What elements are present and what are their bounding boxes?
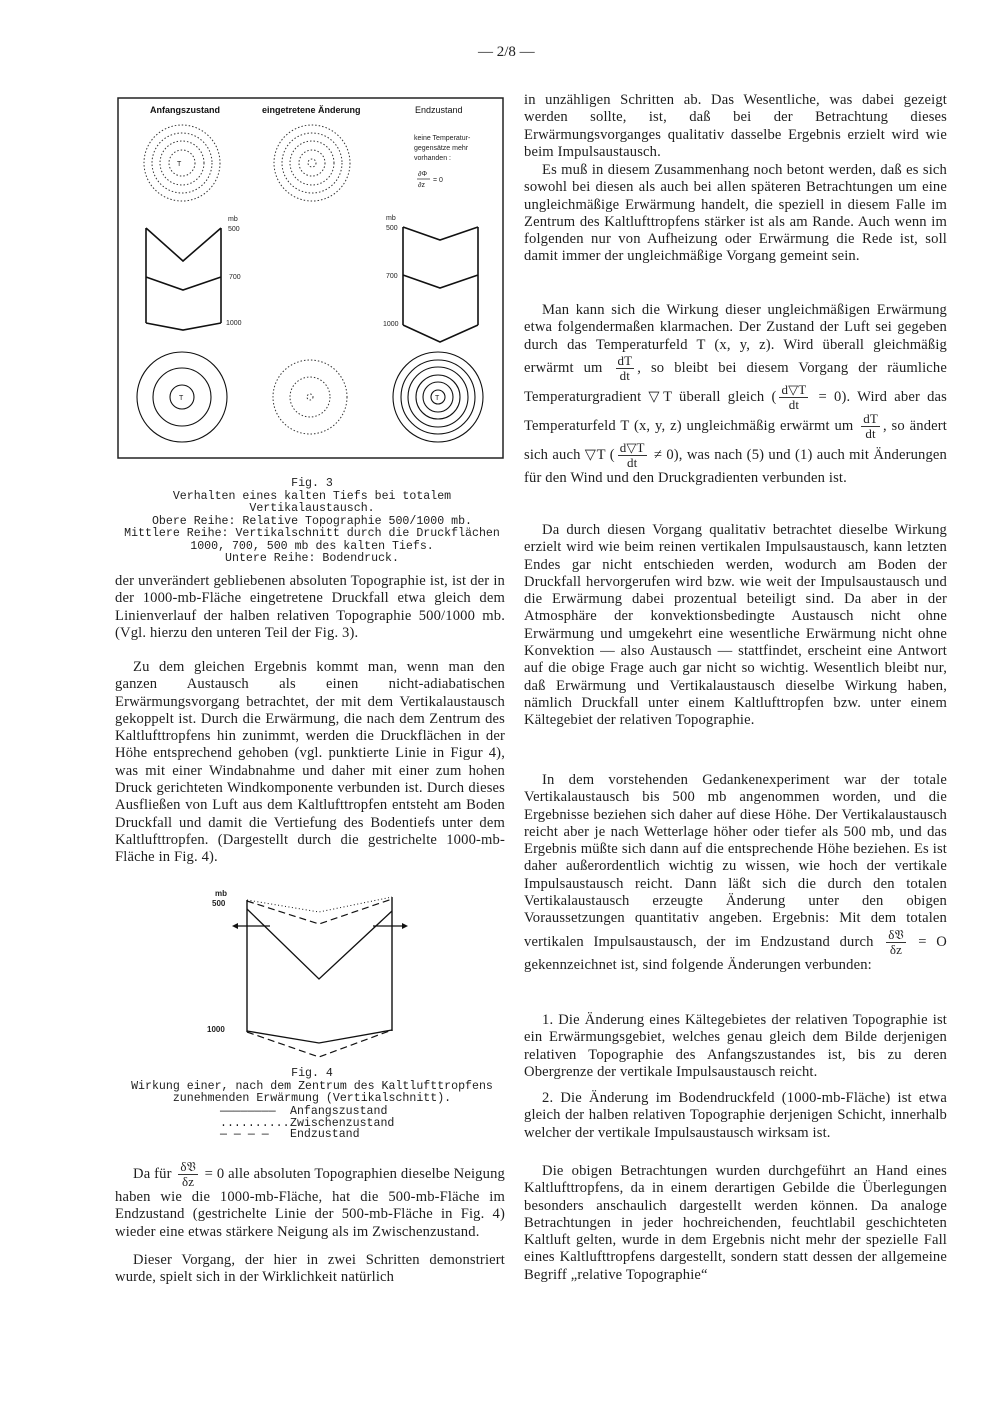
text-run: der unverändert gebliebenen absoluten Topographie ist, ist der in der 1000-mb-Fläche eingetretene Druckfall etwa gleich dem Linienverlauf der halben relativen Topographie 500/1000 mb. (Vgl. hierzu den unteren Teil der Fig. 3). bbox=[115, 573, 505, 641]
numerator: δ𝔙 bbox=[180, 1159, 196, 1174]
isoline-dotted bbox=[299, 150, 325, 176]
figure-3-frame bbox=[118, 98, 503, 458]
paragraph bbox=[524, 1163, 947, 1284]
numerator: d▽T bbox=[781, 381, 807, 397]
figure-4-caption bbox=[112, 1068, 512, 1106]
denominator: dt bbox=[619, 367, 631, 383]
text-run: 2. Die Änderung im Bodendruckfeld (1000-mb-Fläche) ist etwa gleich der halben relativen Topographie derjenigen Schicht, innerhalb welcher der vertikale Impulsaustausch wirksam ist. bbox=[524, 1090, 947, 1141]
caption-line: Untere Reihe: Bodendruck. bbox=[225, 552, 399, 565]
level-label: 500 bbox=[212, 899, 226, 908]
text-run: Dieser Vorgang, der hier in zwei Schritten demonstriert wurde, spielt sich in der Wirklichkeit natürlich bbox=[115, 1252, 505, 1286]
vertical-section-initial bbox=[146, 228, 221, 330]
fig3-note-line: vorhanden : bbox=[414, 155, 451, 162]
fig3-formula-den: ∂z bbox=[418, 182, 425, 189]
caption-line: Wirkung einer, nach dem Zentrum des Kaltlufttropfens bbox=[131, 1079, 493, 1093]
caption-line: Fig. 4 bbox=[291, 1067, 333, 1080]
isoline-dotted bbox=[274, 125, 350, 201]
low-symbol: T bbox=[179, 395, 184, 402]
formula-fraction bbox=[861, 412, 880, 441]
isoline-dotted bbox=[169, 150, 195, 176]
fig3-title-final: Endzustand bbox=[415, 105, 463, 115]
formula-fraction bbox=[616, 354, 635, 383]
fig3-formula-rhs: = 0 bbox=[433, 177, 443, 184]
text-run: , so bleibt bei diesem Vorgang der räumliche Temperaturgradient ▽T überall gleich ( bbox=[524, 359, 947, 405]
level-label: 1000 bbox=[226, 320, 242, 327]
level-label: 500 bbox=[228, 226, 240, 233]
caption-line: zunehmenden Erwärmung (Vertikalschnitt). bbox=[172, 1092, 452, 1105]
formula-fraction bbox=[618, 441, 647, 470]
isoline-dotted bbox=[308, 159, 316, 167]
legend-item bbox=[220, 1129, 394, 1141]
paragraph bbox=[524, 1090, 947, 1142]
formula-fraction bbox=[178, 1160, 197, 1189]
text-run: In dem vorstehenden Gedankenexperiment war der totale Vertikalaustausch bis 500 mb angenommen worden, und die Ergebnisse beziehen sich daher auf diese Höhe. Der Vertikalaustausch reicht aber je nach Wetterlage höher oder tiefer als 500 mb, und das Ergebnis müßte sich dann auf die entsprechende Höhe beziehen. Es ist daher außerordentlich wichtig zu wissen, wie hoch der vertikale Impulsaustausch reicht. Dann läßt sich die durch den totalen Vertikalaustausch erzeugte Änderung unter den obigen Voraussetzungen quantitativ angeben. Ergebnis: Mit dem totalen vertikalen Impulsaustausch, der im Endzustand durch bbox=[524, 772, 947, 950]
vertical-section-final bbox=[403, 227, 478, 342]
legend-symbol: .......... bbox=[220, 1116, 290, 1130]
paragraph bbox=[524, 92, 947, 161]
fig3-formula-num: ∂Φ bbox=[418, 171, 428, 178]
text-run: Man kann sich die Wirkung dieser ungleichmäßigen Erwärmung etwa folgendermaßen klarmachen. Der Zustand der Luft sei gegeben durch das Temperaturfeld T (x, y, z). Wird überall gleichmäßig erwärmt um bbox=[524, 302, 947, 376]
caption-line: Verhalten eines kalten Tiefs bei totalem Vertikalaustausch. bbox=[172, 489, 452, 515]
unit-label: mb bbox=[215, 889, 227, 898]
caption-line: Obere Reihe: Relative Topographie 500/1000 mb. bbox=[151, 514, 473, 528]
level-label: 1000 bbox=[383, 321, 399, 328]
isoline-dotted bbox=[144, 125, 220, 201]
denominator: dt bbox=[626, 454, 638, 470]
line-initial bbox=[247, 909, 392, 1043]
unit-label: mb bbox=[386, 215, 396, 222]
denominator: δz bbox=[182, 1174, 195, 1189]
level-label: 1000 bbox=[207, 1025, 225, 1034]
isoline-dotted bbox=[282, 133, 342, 193]
numerator: dT bbox=[863, 410, 878, 426]
fig3-title-change: eingetretene Änderung bbox=[262, 105, 361, 115]
formula-fraction bbox=[779, 383, 808, 412]
line-intermediate bbox=[247, 897, 392, 912]
text-run: , so ändert sich auch ▽T ( bbox=[524, 417, 947, 463]
legend-label: Anfangszustand bbox=[290, 1105, 388, 1118]
numerator: d▽T bbox=[619, 439, 645, 455]
text-run: 1. Die Änderung eines Kältegebietes der relativen Topographie ist ein Erwärmungsgebiet, welches genau gleich dem Bilde derjenigen relativen Topographie des Anfangszustandes ist, bis zu deren Obergrenze der vertikale Impulsaustausch reicht. bbox=[524, 1012, 947, 1080]
fig3-note-line: keine Temperatur- bbox=[414, 135, 471, 142]
isobar-dotted bbox=[273, 360, 347, 434]
figure-4 bbox=[207, 889, 408, 1057]
level-label: 500 bbox=[386, 225, 398, 232]
text-run: Es muß in diesem Zusammenhang noch betont werden, daß es sich sowohl bei diesen als auch bei allen späteren Betrachtungen um eine ungleichmäßige Erwärmung handelt, die speziell in diesem Falle im Zentrum des Kaltlufttropfens stärker ist als am Rande. Auch wenn im folgenden nur von Aufheizung oder Erwärmung die Rede ist, soll damit immer der ungleichmäßige Vorgang gemeint sein. bbox=[524, 162, 947, 265]
isobar-dotted bbox=[290, 377, 330, 417]
paragraph bbox=[524, 772, 947, 974]
text-run: Da durch diesen Vorgang qualitativ betrachtet dieselbe Wirkung erzielt wird wie beim reinen vertikalen Impulsaustausch, kann letzten Endes gar nicht entschieden werden, wodurch am Boden der Druckfall hervorgerufen wird bzw. wie weit der Impulsaustausch und die Erwärmung dabei prozentual beteiligt sind. Da aber in der Atmosphäre der konvektionsbedingte Austausch nicht ohne Erwärmung und umgekehrt eine wesentliche Erwärmung nicht ohne Konvektion — also Austausch — stattfindet, erscheint eine Antwort auf die obige Frage auch gar nicht so wichtig. Wesentlich bleibt nur, daß Erwärmung und Vertikalaustausch dieselbe Wirkung haben, nämlich Druckfall unter einem Kaltlufttropfen bzw. unter einem Kältegebiet der relativen Topographie. bbox=[524, 522, 947, 729]
text-run: = 0 alle absoluten Topographien dieselbe Neigung haben wie die 1000-mb-Fläche, hat die 500-mb-Fläche im Endzustand (gestrichelte Linie der 500-mb-Fläche in Fig. 4) wieder eine etwas stärkere Neigung als im Zwischenzustand. bbox=[115, 1165, 505, 1240]
numerator: dT bbox=[617, 352, 633, 368]
paragraph bbox=[115, 1160, 505, 1241]
text-run: = 0). Wird aber das Temperaturfeld T (x, y, z) ungleichmäßig erwärmt um bbox=[524, 388, 947, 434]
figure-4-legend bbox=[220, 1106, 394, 1141]
paragraph bbox=[115, 1252, 505, 1287]
figure-3 bbox=[118, 98, 503, 458]
formula-fraction bbox=[886, 928, 905, 957]
legend-label: Endzustand bbox=[290, 1128, 360, 1141]
page-number: — 2/8 — bbox=[478, 44, 535, 60]
text-run: Da für bbox=[133, 1165, 176, 1182]
paragraph bbox=[115, 659, 505, 867]
paragraph bbox=[524, 302, 947, 487]
figure-3-caption bbox=[112, 478, 512, 566]
caption-line: 1000, 700, 500 mb des kalten Tiefs. bbox=[190, 539, 434, 553]
paragraph bbox=[524, 162, 947, 266]
text-run: in unzähligen Schritten ab. Das Wesentliche, was dabei gezeigt werden sollte, ist, daß bei der Betrachtung dieses Erwärmungsvorganges qualitativ dasselbe Ergebnis erzielt wird wie beim Impulsaustausch. bbox=[524, 92, 947, 160]
unit-label: mb bbox=[228, 216, 238, 223]
isoline-dotted bbox=[160, 141, 204, 185]
paragraph bbox=[524, 1012, 947, 1081]
fig3-title-initial: Anfangszustand bbox=[150, 105, 221, 115]
legend-symbol: — — — — bbox=[220, 1128, 269, 1141]
numerator: δ𝔙 bbox=[888, 926, 904, 942]
paragraph bbox=[115, 573, 505, 642]
legend-label: Zwischenzustand bbox=[290, 1116, 395, 1130]
level-label: 700 bbox=[229, 274, 241, 281]
level-label: 700 bbox=[386, 273, 398, 280]
isoline-dotted bbox=[290, 141, 334, 185]
paragraph bbox=[524, 522, 947, 730]
text-run: Die obigen Betrachtungen wurden durchgeführt an Hand eines Kaltlufttropfens, da in einem derartigen Gebilde die Überlegungen besonders anschaulich dargestellt werden können. Da analoge Betrachtungen in jeder hochreichenden, feuchtlabil geschichteten Kaltluft gelten, wurde in dem Ergebnis nicht mehr der spezielle Fall eines Kaltlufttropfens dargestellt, sondern statt dessen der allgemeine Begriff „relative Topographie“ bbox=[524, 1163, 947, 1283]
legend-symbol: ———————— bbox=[220, 1105, 276, 1118]
caption-line: Fig. 3 bbox=[291, 477, 333, 490]
denominator: δz bbox=[889, 941, 903, 957]
caption-line: Mittlere Reihe: Vertikalschnitt durch die Druckflächen bbox=[124, 527, 500, 540]
isoline-dotted bbox=[152, 133, 212, 193]
denominator: dt bbox=[788, 396, 800, 412]
text-run: Zu dem gleichen Ergebnis kommt man, wenn man den ganzen Austausch als einen nicht-adiabatischen Erwärmungsvorgang betrachtet, der mit dem Vertikalaustausch gekoppelt ist. Durch die Erwärmung, die nach dem Zentrum des Kaltlufttropfens hin zunimmt, werden die Druckflächen in der Höhe entsprechend gehoben (vgl. punktierte Linie in Figur 4), was mit einer Windabnahme und daher mit einer zum hohen Druck gerichteten Windkomponente verbunden ist. Durch dieses Ausfließen von Luft aus dem Kaltlufttropfen entsteht am Boden Druckfall und damit die Vertiefung des Bodentiefs unter dem Kaltlufttropfen. (Dargestellt durch die gestrichelte 1000-mb-Fläche in Fig. 4). bbox=[115, 659, 505, 866]
low-symbol: T bbox=[435, 395, 440, 402]
isobar-dotted bbox=[307, 394, 313, 400]
cold-center-symbol: T bbox=[177, 161, 182, 168]
text-run: = O gekennzeichnet ist, sind folgende Änderungen verbunden: bbox=[524, 933, 947, 973]
denominator: dt bbox=[865, 425, 876, 441]
fig3-note-line: gegensätze mehr bbox=[414, 145, 469, 152]
text-run: ≠ 0), was nach (5) und (1) auch mit Änderungen für den Wind und den Druckgradienten verbunden ist. bbox=[524, 446, 947, 486]
